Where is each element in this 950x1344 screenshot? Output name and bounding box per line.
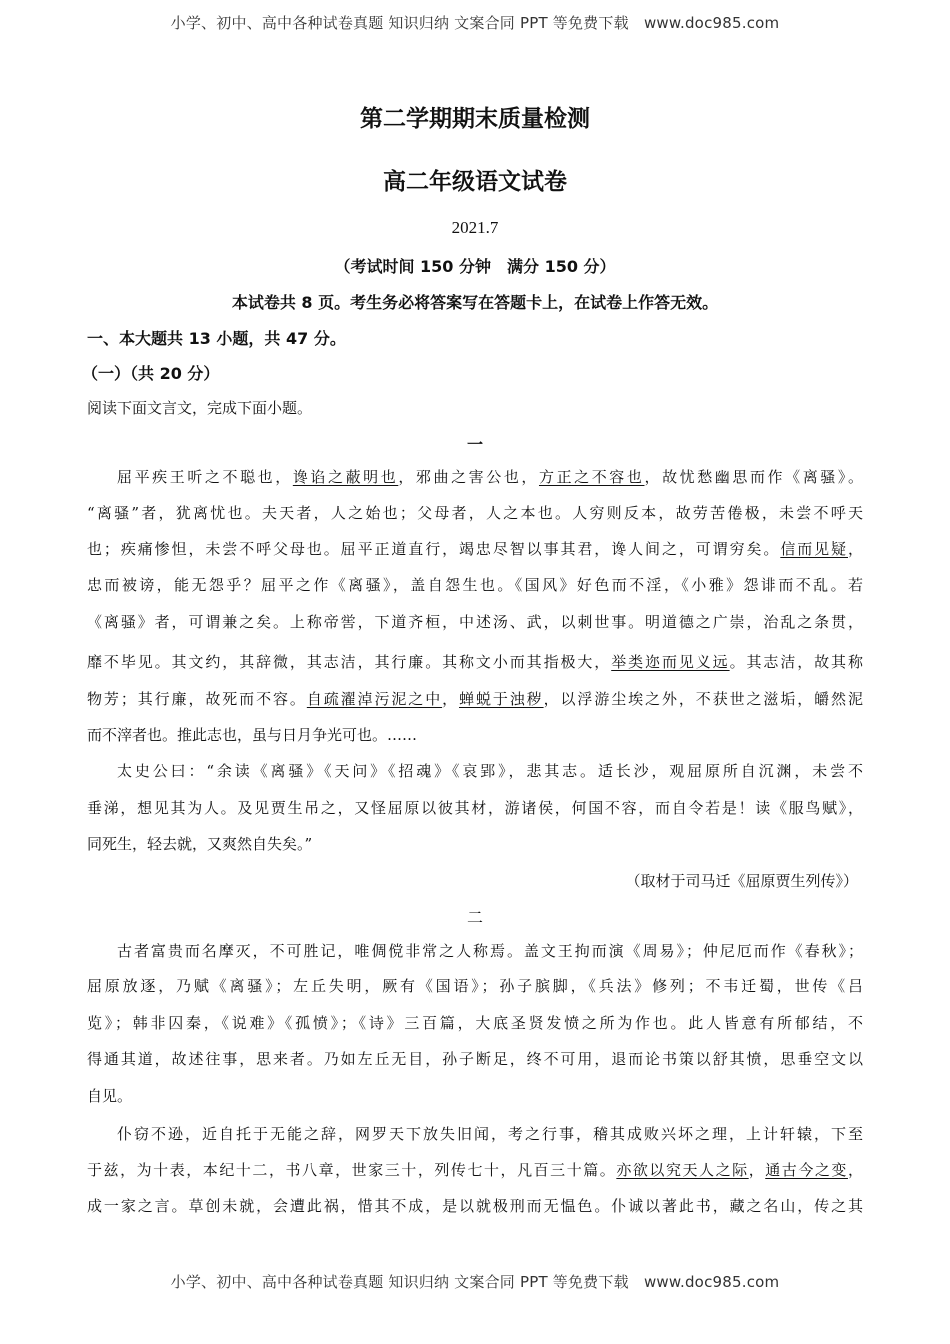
underlined-phrase: 信而见疑 [780,540,848,558]
passage-line: 靡不毕见。其文约，其辞微，其志洁，其行廉。其称文小而其指极大，举类迩而见义远。其志洁，故其称 [87,653,863,671]
passage-line: 同死生，轻去就，又爽然自失矣。” [87,835,313,853]
passage-line: 仆窃不逊，近自托于无能之辞，网罗天下放失旧闻，考之行事，稽其成败兴坏之理，上计轩辕，下至 [117,1125,863,1143]
exam-subtitle: 高二年级语文试卷 [383,169,567,195]
passage-line: 物芳；其行廉，故死而不容。自疏濯淖污泥之中，蝉蜕于浊秽，以浮游尘埃之外，不获世之滋垢，皭然泥 [87,690,863,708]
passage-line: 于兹，为十表，本纪十二，书八章，世家三十，列传七十，凡百三十篇。亦欲以究天人之际，通古今之变， [87,1161,863,1179]
passage-line: 屈平疾王听之不聪也，谗谄之蔽明也，邪曲之害公也，方正之不容也，故忧愁幽思而作《离骚》。 [117,468,863,486]
underlined-phrase: 蝉蜕于浊秽 [459,690,544,708]
passage-line: 忠而被谤，能无怨乎？屈平之作《离骚》，盖自怨生也。《国风》好色而不淫，《小雅》怨诽而不乱。若 [87,576,863,594]
passage-source: （取材于司马迁《屈原贾生列传》） [625,872,858,890]
exam-date: 2021.7 [451,218,499,237]
passage-line: 古者富贵而名摩灭，不可胜记，唯倜傥非常之人称焉。盖文王拘而演《周易》；仲尼厄而作《春秋》； [117,942,863,960]
passage-line: 览》；韩非囚秦，《说难》《孤愤》；《诗》三百篇，大底圣贤发愤之所为作也。此人皆意有所郁结，不 [87,1014,863,1032]
bottom-banner: 小学、初中、高中各种试卷真题 知识归纳 文案合同 PPT 等免费下载 www.doc985.com [170,1273,780,1291]
instruction-text: 阅读下面文言文，完成下面小题。 [87,399,313,417]
passage-line: 屈原放逐，乃赋《离骚》；左丘失明，厥有《国语》；孙子膑脚，《兵法》修列；不韦迁蜀，世传《吕 [87,977,863,995]
underlined-phrase: 方正之不容也 [538,468,645,486]
section-heading: 一、本大题共 13 小题，共 47 分。 [87,329,346,348]
underlined-phrase: 自疏濯淖污泥之中 [306,690,443,708]
exam-title: 第二学期期末质量检测 [360,106,590,132]
exam-info: （考试时间 150 分钟 满分 150 分） [334,257,616,276]
passage-line: 而不滓者也。推此志也，虽与日月争光可也。…… [87,726,418,744]
passage-line: “离骚”者，犹离忧也。夫天者，人之始也；父母者，人之本也。人穷则反本，故劳苦倦极，未尝不呼天 [87,504,863,522]
passage-line: 也；疾痛惨怛，未尝不呼父母也。屈平正道直行，竭忠尽智以事其君，谗人间之，可谓穷矣。信而见疑， [87,540,863,558]
passage-line: 得通其道，故述往事，思来者。乃如左丘无目，孙子断足，终不可用，退而论书策以舒其愤，思垂空文以 [87,1050,863,1068]
subsection-heading: （一）（共 20 分） [82,364,220,383]
underlined-phrase: 谗谄之蔽明也 [292,468,399,486]
passage-line: 垂涕，想见其为人。及见贾生吊之，又怪屈原以彼其材，游诸侯，何国不容，而自令若是！读《服鸟赋》， [87,799,863,817]
underlined-phrase: 亦欲以究天人之际 [616,1161,749,1179]
passage-line: 成一家之言。草创未就，会遭此祸，惜其不成，是以就极刑而无愠色。仆诚以著此书，藏之名山，传之其 [87,1197,863,1215]
underlined-phrase: 通古今之变 [765,1161,848,1179]
underlined-phrase: 举类迩而见义远 [611,653,730,671]
passage-line: 《离骚》者，可谓兼之矣。上称帝喾，下道齐桓，中述汤、武，以刺世事。明道德之广崇，治乱之条贯， [87,613,863,631]
passage-marker: 二 [466,908,483,927]
passage-line: 自见。 [87,1087,133,1105]
exam-notice: 本试卷共 8 页。考生务必将答案写在答题卡上，在试卷上作答无效。 [231,293,719,312]
top-banner: 小学、初中、高中各种试卷真题 知识归纳 文案合同 PPT 等免费下载 www.doc985.com [170,14,780,32]
passage-line: 太史公曰：“余读《离骚》《天问》《招魂》《哀郢》，悲其志。适长沙，观屈原所自沉渊，未尝不 [117,762,863,780]
passage-marker: 一 [466,435,483,454]
